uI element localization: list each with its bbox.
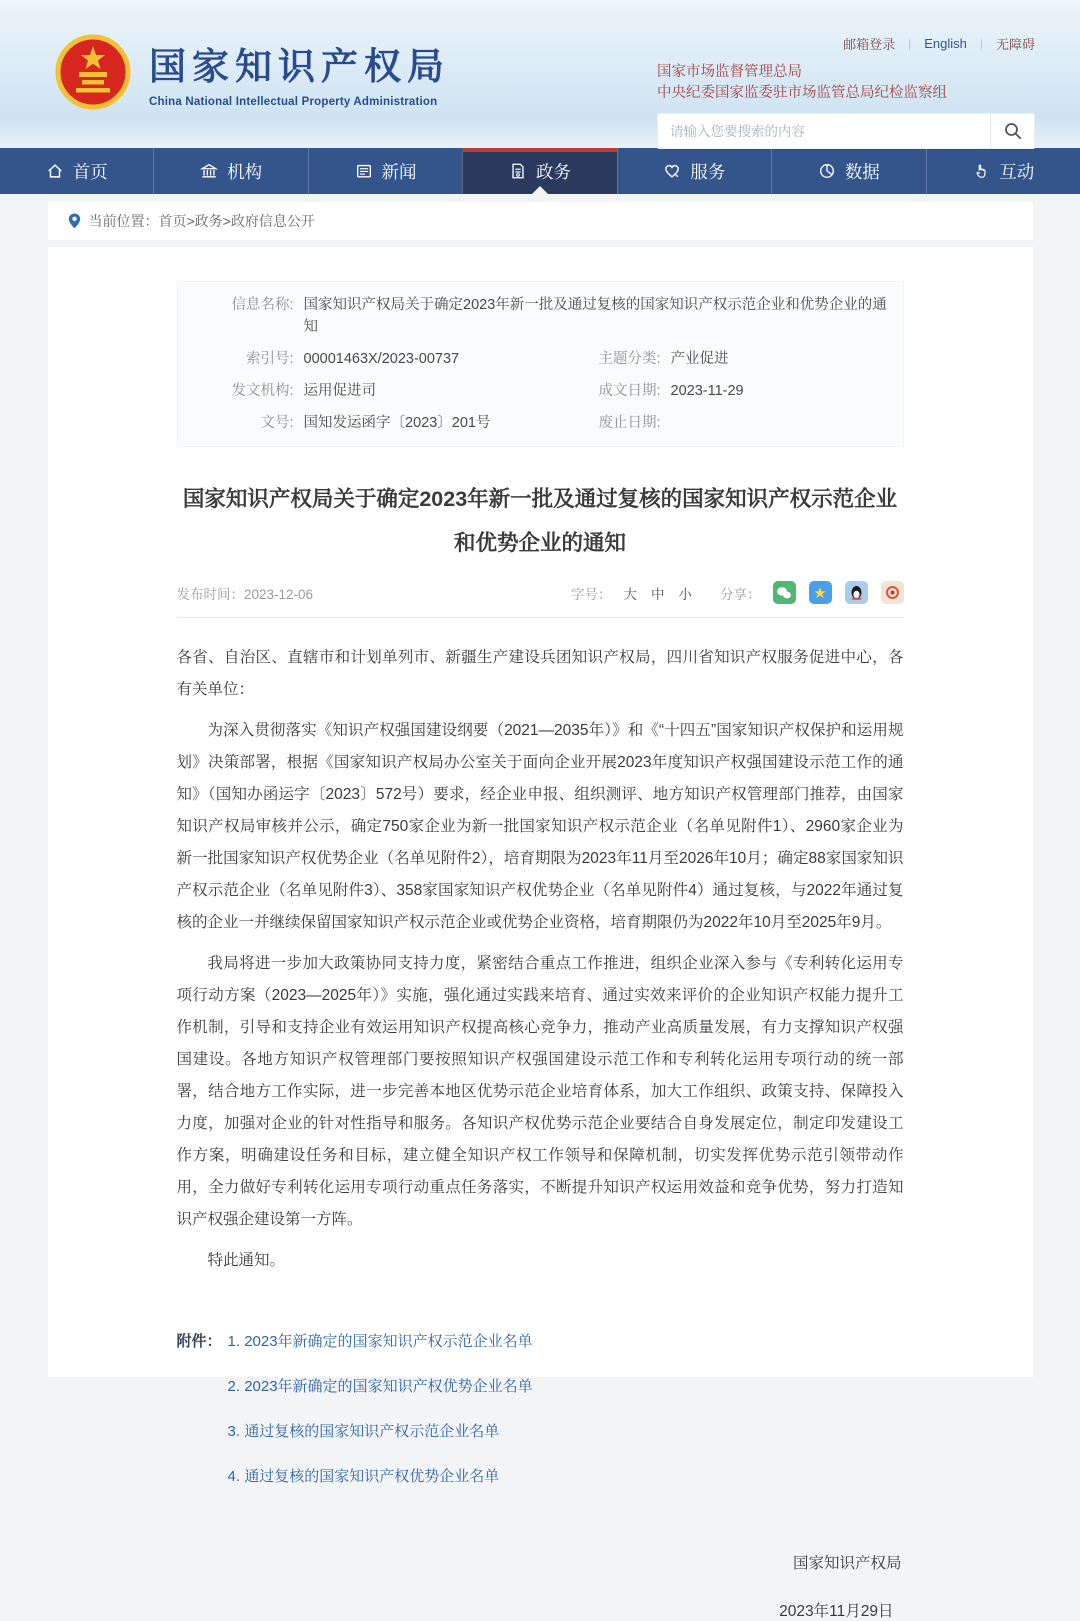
fontsize-small-button[interactable]: 小 (678, 586, 692, 602)
service-heart-icon (663, 162, 681, 180)
publish-time (177, 583, 314, 603)
pie-chart-icon (818, 162, 836, 180)
nav-item-orgs[interactable] (153, 148, 307, 194)
fontsize-label: 字号： (571, 586, 612, 602)
agency-link-1[interactable]: 国家市场监督管理总局 (657, 64, 802, 80)
info-topic-value: 产业促进 (670, 351, 729, 367)
attachment-link-3[interactable]: 3. 通过复核的国家知识产权示范企业名单 (227, 1423, 500, 1440)
weibo-icon[interactable] (881, 581, 904, 604)
document-info-table (177, 281, 904, 447)
title-line-1: 国家知识产权局关于确定2023年新一批及通过复核的国家知识产权示范企业 (182, 487, 898, 511)
hand-tap-icon (972, 162, 990, 180)
nav-item-interaction[interactable] (926, 148, 1080, 194)
utility-links (657, 34, 1035, 53)
related-agencies (657, 62, 1035, 104)
nav-item-news[interactable] (308, 148, 462, 194)
news-icon (355, 162, 373, 180)
site-subtitle: China National Intellectual Property Administration (149, 96, 438, 108)
nav-item-label: 服务 (690, 161, 726, 182)
search-bar (657, 113, 1035, 149)
wechat-icon[interactable] (773, 581, 796, 604)
header-right (657, 34, 1035, 149)
info-issuer-label: 发文机构: (231, 383, 294, 399)
paragraph-salutation: 各省、自治区、直辖市和计划单列市、新疆生产建设兵团知识产权局，四川省知识产权服务促进中心，各有关单位： (176, 649, 904, 698)
search-button[interactable] (990, 114, 1034, 148)
attachment-link-1[interactable]: 1. 2023年新确定的国家知识产权示范企业名单 (227, 1333, 533, 1350)
info-repeal-label: 废止日期: (598, 415, 661, 431)
breadcrumb-label: 当前位置： (88, 213, 159, 229)
info-issuer-value: 运用促进司 (303, 383, 376, 399)
main-nav (0, 148, 1080, 194)
info-name-label: 信息名称: (231, 297, 294, 313)
info-date-label: 成文日期: (598, 383, 661, 399)
site-title: 国家知识产权局 (149, 46, 450, 87)
agency-link-2[interactable]: 中央纪委国家监委驻市场监管总局纪检监察组 (657, 85, 947, 101)
info-index-label: 索引号: (245, 351, 294, 367)
attachment-link-4[interactable]: 4. 通过复核的国家知识产权优势企业名单 (227, 1468, 500, 1485)
search-icon (1004, 122, 1022, 140)
publish-time-value: 2023-12-06 (244, 586, 314, 602)
title-line-2: 和优势企业的通知 (453, 531, 626, 555)
qzone-icon[interactable]: ★ (809, 581, 832, 604)
site-logo[interactable] (55, 34, 450, 110)
nav-item-government-affairs[interactable] (462, 148, 616, 194)
signature-org: 国家知识产权局 (792, 1555, 902, 1572)
home-icon (46, 162, 64, 180)
nav-item-label: 政务 (535, 161, 571, 182)
nav-item-label: 首页 (72, 161, 108, 182)
nav-item-label: 互动 (999, 161, 1035, 182)
breadcrumb (48, 202, 1033, 240)
info-name-value: 国家知识产权局关于确定2023年新一批及通过复核的国家知识产权示范企业和优势企业的通知 (303, 297, 887, 335)
info-topic-label: 主题分类: (598, 351, 661, 367)
logo-text (149, 36, 450, 108)
meta-right (571, 581, 904, 604)
attachments-label: 附件： (176, 1333, 222, 1350)
english-link[interactable]: English (924, 36, 967, 51)
publish-time-label: 发布时间： (176, 586, 244, 602)
bank-icon (200, 162, 218, 180)
info-docnum-value: 国知发运函字〔2023〕201号 (303, 415, 491, 431)
article-body (177, 642, 904, 1277)
qq-icon[interactable] (845, 581, 868, 604)
attachments-list (228, 1319, 533, 1499)
site-header (0, 0, 1080, 148)
paragraph-2: 我局将进一步加大政策协同支持力度，紧密结合重点工作推进，组织企业深入参与《专利转化运用专项行动方案（2023—2025年）》实施，强化通过实践来培育、通过实效来评价的企业知识产权能力提升工作机制，引导和支持企业有效运用知识产权提高核心竞争力，推动产业高质量发展，有力支撑知识产权强国建设。各地方知识产权管理部门要按照知识产权强国建设示范工作和专利转化运用专项行动的统一部署，结合地方工作实际，进一步完善本地区优势示范企业培育体系，加大工作组织、政策支持、保障投入力度，加强对企业的针对性指导和服务。各知识产权优势示范企业要结合自身发展定位，制定印发建设工作方案，明确建设任务和目标，建立健全知识产权工作领导和保障机制，切实发挥优势示范引领带动作用，全力做好专利转化运用专项行动重点任务落实，不断提升知识产权运用效益和竞争优势，努力打造知识产权强企建设第一方阵。 (176, 955, 904, 1228)
accessibility-link[interactable]: 无障碍 (995, 37, 1035, 52)
signature-block (177, 1551, 904, 1621)
divider: | (979, 36, 983, 51)
nav-item-label: 数据 (844, 161, 880, 182)
location-pin-icon (68, 213, 81, 229)
nav-item-home[interactable] (0, 148, 153, 194)
fontsize-medium-button[interactable]: 中 (651, 586, 665, 602)
divider: | (908, 36, 912, 51)
info-repeal-value (667, 412, 899, 434)
mail-login-link[interactable]: 邮箱登录 (843, 37, 896, 52)
share-label: 分享： (720, 586, 761, 602)
document-card (48, 247, 1033, 1620)
paragraph-1: 为深入贯彻落实《知识产权强国建设纲要（2021—2035年）》和《“十四五”国家知识产权保护和运用规划》决策部署，根据《国家知识产权局办公室关于面向企业开展2023年度知识产权强国建设示范工作的通知》（国知办函运字〔2023〕572号）要求，经企业申报、组织测评、地方知识产权管理部门推荐，由国家知识产权局审核并公示，确定750家企业为新一批国家知识产权示范企业（名单见附件1）、2960家企业为新一批国家知识产权优势企业（名单见附件2），培育期限为2023年11月至2026年10月；确定88家国家知识产权示范企业（名单见附件3）、358家国家知识产权优势企业（名单见附件4）通过复核，与2022年通过复核的企业一并继续保留国家知识产权示范企业或优势企业资格，培育期限仍为2022年10月至2025年9月。 (176, 722, 904, 931)
info-date-value: 2023-11-29 (670, 383, 744, 399)
search-input[interactable] (658, 114, 990, 148)
paragraph-closing: 特此通知。 (207, 1252, 286, 1269)
nav-item-data[interactable] (771, 148, 925, 194)
fontsize-large-button[interactable]: 大 (623, 586, 637, 602)
article-meta-row (177, 581, 904, 618)
nav-item-label: 机构 (227, 161, 263, 182)
nav-item-services[interactable] (617, 148, 771, 194)
page-title (177, 477, 904, 565)
signature-date: 2023年11月29日 (779, 1603, 894, 1620)
attachments-section (177, 1319, 904, 1499)
info-index-value: 00001463X/2023-00737 (303, 351, 460, 367)
share-icons (773, 581, 904, 604)
info-docnum-label: 文号: (260, 415, 294, 431)
national-emblem-icon (55, 34, 131, 110)
attachment-link-2[interactable]: 2. 2023年新确定的国家知识产权优势企业名单 (227, 1378, 533, 1395)
breadcrumb-path[interactable]: 首页>政务>政府信息公开 (158, 213, 315, 229)
nav-item-label: 新闻 (381, 161, 417, 182)
document-icon (509, 162, 527, 180)
